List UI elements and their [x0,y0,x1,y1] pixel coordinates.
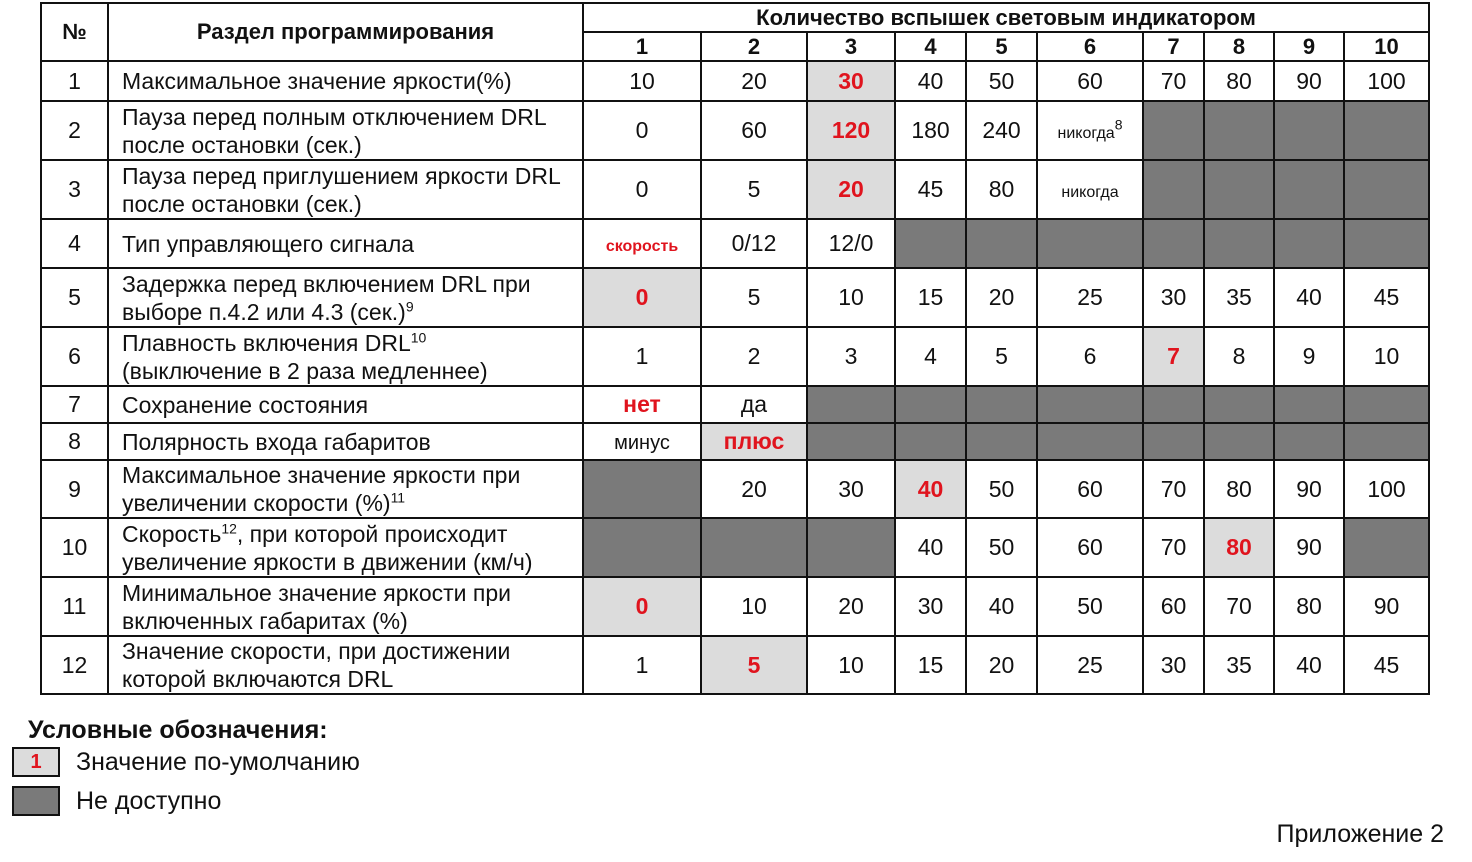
cell-text: 50 [988,67,1015,94]
cell-text: да [740,391,768,417]
description-text: Скорость [122,520,222,547]
row-number: 8 [41,423,108,460]
cell-text: нет [623,391,661,417]
cell-default-value [583,577,701,636]
row-number: 11 [41,577,108,636]
cell-value [966,636,1037,694]
cell-value [1344,577,1429,636]
cell-not-available [1143,386,1204,423]
cell-value [966,518,1037,577]
cell-text: 10 [838,284,864,310]
legend-na-label: Не доступно [76,786,222,815]
cell-text: 80 [1226,475,1252,502]
row-number: 1 [41,61,108,101]
footnote-ref: 8 [1114,116,1123,133]
cell-value [966,327,1037,386]
cell-text: 80 [1296,593,1322,619]
cell-text: 60 [1160,593,1187,619]
row-number: 10 [41,518,108,577]
cell-not-available [1204,386,1274,423]
cell-value [1143,577,1204,636]
cell-value [1344,61,1429,101]
table-row [41,636,1429,694]
cell-value [1274,636,1344,694]
description-text: Пауза перед полным отключением DRL после остановки (сек.) [122,103,546,158]
cell-not-available [1344,219,1429,268]
legend-na [12,786,221,816]
description-text: Сохранение состояния [122,391,369,418]
cell-not-available [701,518,807,577]
cell-text: 45 [917,176,944,202]
description-text: Плавность включения DRL [122,329,411,356]
cell-text: 6 [1083,343,1097,369]
cell-text: 9 [1302,343,1316,369]
appendix-label: Приложение 2 [1276,820,1444,848]
cell-value [1274,460,1344,518]
cell-default-value [807,61,895,101]
cell-value [1344,268,1429,327]
legend-default-swatch: 1 [12,747,60,777]
description-text: Пауза перед приглушением яркости DRL после остановки (сек.) [122,162,560,217]
cell-default-value [583,386,701,423]
cell-value [1204,577,1274,636]
cell-text: 40 [917,475,944,502]
legend-default-label: Значение по-умолчанию [76,747,360,776]
cell-text: 20 [741,67,767,94]
cell-value [583,61,701,101]
cell-text: 40 [917,67,944,94]
cell-value [701,219,807,268]
cell-text: 60 [1077,475,1103,502]
cell-default-value [807,101,895,160]
cell-text: 90 [1373,593,1400,619]
cell-not-available [1204,101,1274,160]
cell-text: скорость [605,238,679,255]
cell-text: 10 [741,593,767,619]
cell-not-available [1274,423,1344,460]
header-flash-2: 2 [701,32,807,61]
cell-value [1037,101,1143,160]
row-description [108,518,583,577]
cell-value [966,101,1037,160]
cell-value [966,61,1037,101]
cell-not-available [966,423,1037,460]
cell-text: 45 [1373,284,1400,310]
cell-value [895,518,966,577]
cell-value [1143,636,1204,694]
cell-value [966,460,1037,518]
cell-text: 70 [1226,593,1252,619]
programming-table [40,2,1430,695]
cell-not-available [895,386,966,423]
footnote-ref: 11 [390,489,406,506]
cell-not-available [1204,219,1274,268]
cell-text: минус [614,432,670,454]
cell-not-available [1143,101,1204,160]
row-description [108,101,583,160]
cell-not-available [1344,101,1429,160]
header-flash-3: 3 [807,32,895,61]
cell-text: 7 [1167,343,1180,369]
footnote-ref: 9 [405,297,414,314]
cell-text: 70 [1160,475,1187,502]
table-row [41,460,1429,518]
cell-text: 0 [635,593,649,619]
cell-value [895,61,966,101]
cell-text: 50 [1077,593,1103,619]
cell-text: 40 [988,593,1015,619]
cell-text: никогда [1057,125,1115,142]
cell-text: 4 [924,343,937,369]
header-flashes: Количество вспышек световым индикатором [583,3,1429,32]
description-text-line2: (выключение в 2 раза медленнее) [122,357,488,384]
cell-value [966,160,1037,219]
cell-text: 30 [1160,284,1187,310]
cell-text: 35 [1226,651,1252,678]
header-flash-6: 6 [1037,32,1143,61]
row-number: 2 [41,101,108,160]
cell-not-available [807,518,895,577]
header-flash-9: 9 [1274,32,1344,61]
table-row [41,423,1429,460]
cell-value [1143,518,1204,577]
header-no: № [41,3,108,61]
cell-value [807,460,895,518]
row-description [108,386,583,423]
cell-not-available [1344,518,1429,577]
table-row [41,160,1429,219]
cell-text: никогда [1061,184,1119,201]
cell-value [701,268,807,327]
row-number: 9 [41,460,108,518]
cell-value [1037,636,1143,694]
cell-text: 60 [741,117,767,143]
cell-not-available [807,386,895,423]
cell-text: 5 [995,343,1008,369]
cell-text: 40 [1296,651,1322,678]
cell-text: 35 [1226,284,1252,310]
cell-not-available [1274,160,1344,219]
cell-value [1274,268,1344,327]
cell-not-available [1344,386,1429,423]
cell-value [1274,327,1344,386]
cell-text: 30 [838,67,864,94]
cell-text: 5 [747,284,761,310]
cell-value [807,268,895,327]
cell-value [966,268,1037,327]
cell-text: 30 [1160,651,1187,678]
cell-value [701,101,807,160]
cell-text: 0 [635,284,649,310]
cell-text: 60 [1077,534,1103,560]
row-description [108,61,583,101]
cell-value [583,423,701,460]
table-row [41,219,1429,268]
legend-default [12,747,360,777]
table-row [41,61,1429,101]
cell-value [1204,268,1274,327]
cell-value [1274,577,1344,636]
cell-value [701,577,807,636]
cell-value [895,327,966,386]
cell-text: 5 [747,176,761,202]
cell-not-available [1274,101,1344,160]
description-text: Максимальное значение яркости при увеличении скорости (%) [122,462,521,516]
cell-text: 0/12 [731,230,777,256]
row-number: 12 [41,636,108,694]
cell-text: 240 [982,117,1021,143]
description-text: Задержка перед включением DRL при выборе п.4.2 или 4.3 (сек.) [122,270,531,325]
cell-text: 15 [917,284,944,310]
table-row [41,577,1429,636]
cell-not-available [895,219,966,268]
cell-text: 90 [1296,475,1322,502]
header-flash-1: 1 [583,32,701,61]
cell-value [1143,460,1204,518]
cell-text: 10 [838,651,864,678]
table-row [41,268,1429,327]
cell-text: 20 [838,176,864,202]
cell-value [583,160,701,219]
cell-not-available [1143,423,1204,460]
cell-default-value [583,219,701,268]
cell-value [701,460,807,518]
cell-value [1344,636,1429,694]
cell-text: 70 [1160,534,1187,560]
cell-not-available [1274,386,1344,423]
row-description [108,423,583,460]
cell-text: 30 [838,475,864,502]
cell-default-value [701,636,807,694]
cell-value [1037,518,1143,577]
cell-text: 30 [917,593,944,619]
description-text: Минимальное значение яркости при включенных габаритах (%) [122,579,512,634]
legend-na-swatch [12,786,60,816]
cell-value [807,327,895,386]
row-number: 6 [41,327,108,386]
table-row [41,386,1429,423]
cell-text: 90 [1296,67,1322,94]
cell-text: 1 [635,651,649,678]
cell-text: 0 [635,176,649,202]
table-row [41,101,1429,160]
cell-value [1204,327,1274,386]
cell-default-value [1143,327,1204,386]
cell-value [807,219,895,268]
cell-text: 120 [831,117,871,143]
row-description [108,160,583,219]
cell-text: 45 [1373,651,1400,678]
cell-text: 100 [1367,475,1406,502]
cell-text: 5 [747,651,761,678]
cell-value [1204,460,1274,518]
cell-value [1037,577,1143,636]
cell-not-available [1037,423,1143,460]
cell-text: 20 [741,475,767,502]
cell-value [1204,636,1274,694]
cell-text: 12/0 [828,230,874,256]
cell-default-value [895,460,966,518]
cell-value [895,268,966,327]
description-text: Значение скорости, при достижении которой включаются DRL [122,638,511,692]
cell-value [1143,268,1204,327]
cell-value [1274,518,1344,577]
cell-not-available [1037,386,1143,423]
cell-value [1344,327,1429,386]
cell-value [1037,460,1143,518]
cell-not-available [1143,160,1204,219]
cell-text: 2 [747,343,761,369]
cell-text: 80 [1226,67,1252,94]
cell-value [807,577,895,636]
cell-text: 15 [917,651,944,678]
cell-value [1037,327,1143,386]
cell-not-available [807,423,895,460]
description-text: Максимальное значение яркости(%) [122,68,512,94]
row-description [108,219,583,268]
cell-not-available [1143,219,1204,268]
cell-not-available [1037,219,1143,268]
cell-text: 0 [635,117,649,143]
row-description [108,460,583,518]
row-description [108,268,583,327]
cell-text: 25 [1077,651,1103,678]
cell-not-available [583,460,701,518]
table-row [41,327,1429,386]
cell-value [807,636,895,694]
cell-text: 10 [1373,343,1400,369]
cell-text: 40 [1296,284,1322,310]
header-flash-8: 8 [1204,32,1274,61]
cell-text: 25 [1077,284,1103,310]
legend-title: Условные обозначения: [28,716,328,744]
cell-value [701,61,807,101]
cell-text: 8 [1232,343,1246,369]
cell-value [583,636,701,694]
cell-text: 80 [988,176,1015,202]
cell-default-value [701,423,807,460]
cell-not-available [1344,160,1429,219]
header-flash-5: 5 [966,32,1037,61]
cell-value [1204,61,1274,101]
cell-value [583,327,701,386]
cell-text: 80 [1226,534,1252,560]
cell-value [895,101,966,160]
description-text: Тип управляющего сигнала [122,230,415,257]
cell-default-value [1204,518,1274,577]
cell-value [895,636,966,694]
cell-value [895,577,966,636]
cell-text: 40 [917,534,944,560]
cell-text: 20 [988,651,1015,678]
cell-text: 3 [844,343,858,369]
cell-text: 20 [838,593,864,619]
cell-value [583,101,701,160]
cell-not-available [583,518,701,577]
row-number: 7 [41,386,108,423]
row-number: 5 [41,268,108,327]
cell-value [1037,268,1143,327]
row-description [108,577,583,636]
cell-not-available [1204,160,1274,219]
cell-text: 1 [635,343,649,369]
row-description [108,327,583,386]
cell-default-value [583,268,701,327]
cell-value [1037,61,1143,101]
cell-value [895,160,966,219]
cell-default-value [807,160,895,219]
cell-text: 60 [1077,67,1103,94]
cell-text: 50 [988,475,1015,502]
row-number: 4 [41,219,108,268]
cell-not-available [895,423,966,460]
row-number: 3 [41,160,108,219]
cell-text: 180 [911,117,950,143]
cell-text: 20 [988,284,1015,310]
cell-text: 70 [1160,67,1187,94]
cell-not-available [966,386,1037,423]
header-flash-10: 10 [1344,32,1429,61]
description-text: Полярность входа габаритов [122,428,431,455]
cell-value [1274,61,1344,101]
description-text-continued: , при которой происходит увеличение яркости в движении (км/ч) [122,520,533,575]
cell-text: 90 [1296,534,1322,560]
row-description [108,636,583,694]
cell-value [966,577,1037,636]
footnote-ref: 10 [410,328,427,345]
cell-value [701,327,807,386]
cell-value [701,160,807,219]
cell-value [1037,160,1143,219]
cell-value [701,386,807,423]
cell-not-available [1344,423,1429,460]
header-flash-4: 4 [895,32,966,61]
cell-value [1143,61,1204,101]
header-flash-7: 7 [1143,32,1204,61]
cell-not-available [1274,219,1344,268]
cell-not-available [1204,423,1274,460]
cell-text: плюс [723,428,785,454]
cell-text: 100 [1367,67,1406,94]
footnote-ref: 12 [221,519,237,536]
header-section: Раздел программирования [108,3,583,61]
cell-not-available [966,219,1037,268]
cell-text: 10 [629,67,655,94]
cell-text: 50 [988,534,1015,560]
table-row [41,518,1429,577]
cell-value [1344,460,1429,518]
